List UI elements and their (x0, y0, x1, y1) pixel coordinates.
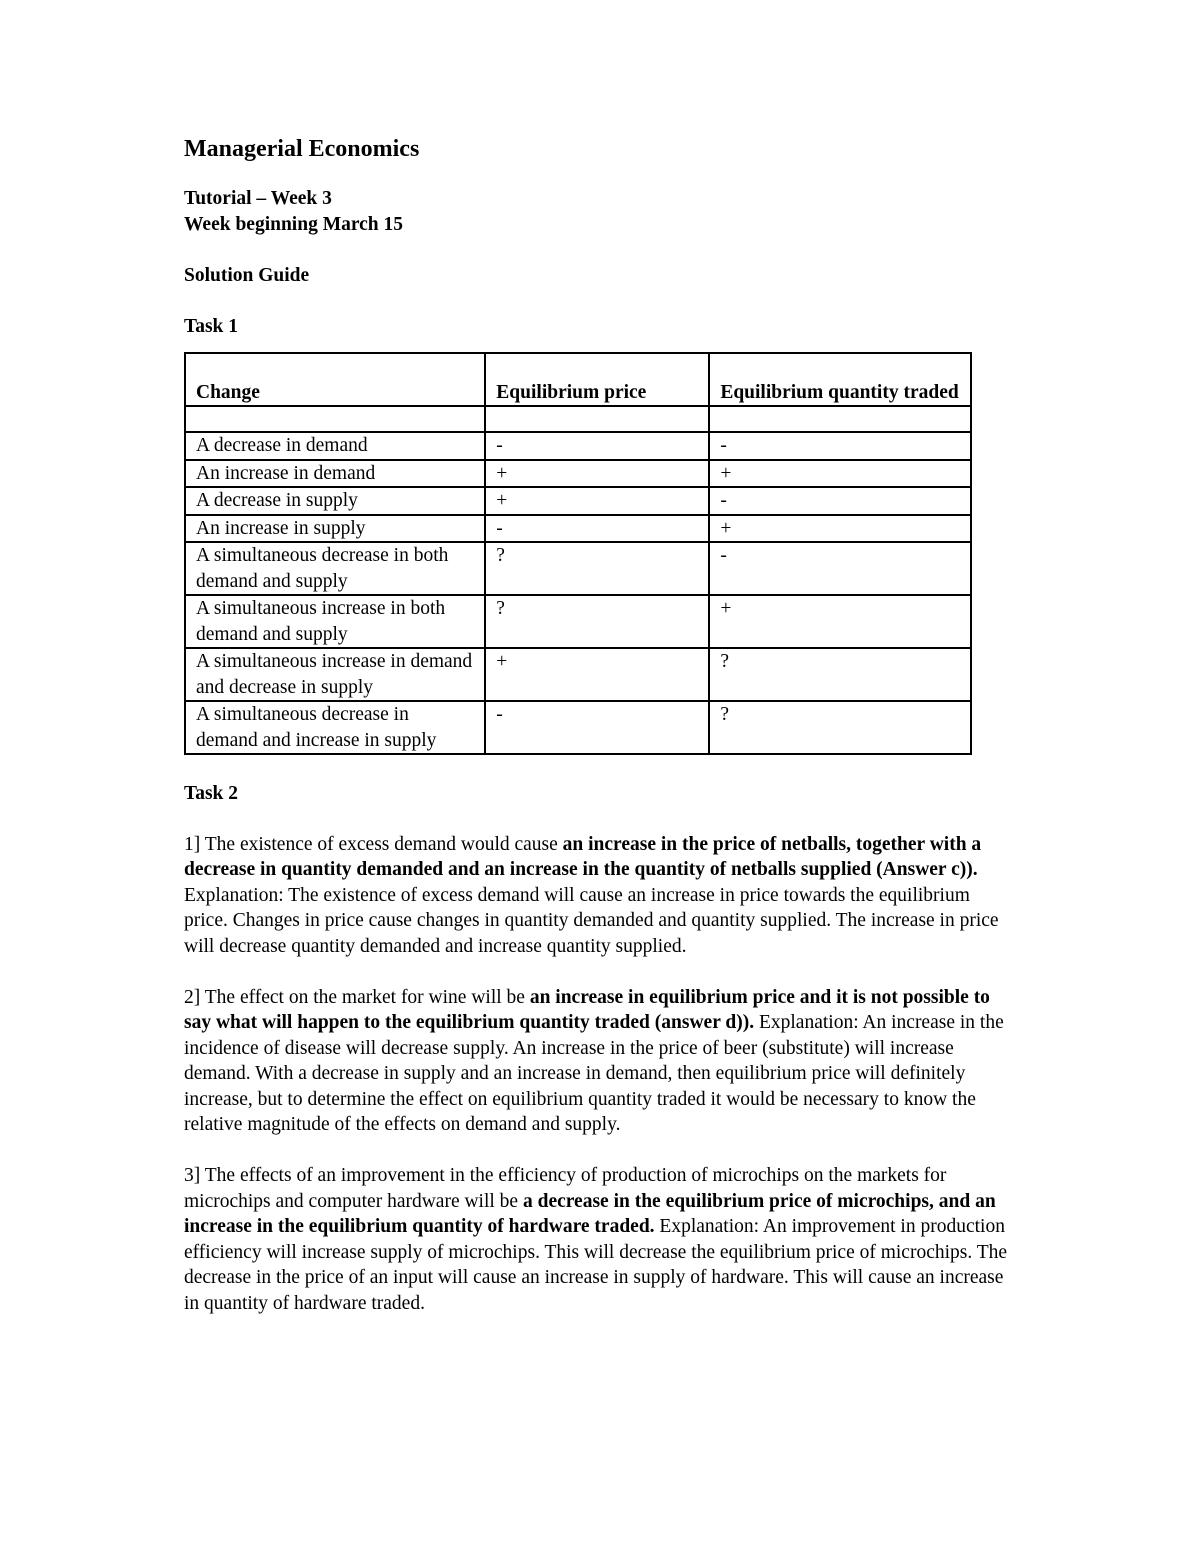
answer-3-bold: a decrease in the equilibrium price of microchips, and an increase in the equilibrium quantity of hardware traded. (184, 1190, 996, 1237)
answer-1-intro: 1] The existence of excess demand would cause (184, 833, 563, 855)
table-row (185, 432, 971, 460)
answer-3-paragraph (184, 1163, 1014, 1316)
cell-price: + (485, 460, 709, 488)
answer-1-bold: an increase in the price of netballs, together with a decrease in quantity demanded and an increase in the quantity of netballs supplied (Answer c)). (184, 833, 982, 880)
cell-quantity: - (709, 432, 971, 460)
table-row (185, 542, 971, 595)
cell-price: + (485, 487, 709, 515)
cell-quantity: ? (709, 648, 971, 701)
cell-quantity: ? (709, 701, 971, 754)
task2-heading: Task 2 (184, 782, 239, 804)
cell-change: An increase in supply (185, 515, 485, 543)
answer-2-bold: an increase in equilibrium price and it is not possible to say what will happen to the equilibrium quantity traded (answer d)). (184, 986, 990, 1033)
table-row (185, 648, 971, 701)
cell-price: ? (485, 595, 709, 648)
cell-change: A simultaneous increase in demand and decrease in supply (185, 648, 485, 701)
table-row (185, 595, 971, 648)
answer-2-explanation: Explanation: An increase in the incidence of disease will decrease supply. An increase in the price of beer (substitute) will increase demand. With a decrease in supply and an increase in demand, then equilibrium price will definitely increase, but to determine the effect on equilibrium quantity traded it would be necessary to know the relative magnitude of the effects on demand and supply. (184, 1012, 1004, 1135)
cell-quantity: - (709, 542, 971, 595)
task1-heading: Task 1 (184, 315, 239, 337)
cell-quantity: - (709, 487, 971, 515)
table-row (185, 701, 971, 754)
cell-price: - (485, 432, 709, 460)
cell-quantity: + (709, 595, 971, 648)
cell-price: + (485, 648, 709, 701)
answer-2-intro: 2] The effect on the market for wine will be (184, 986, 530, 1008)
task1-table (184, 352, 972, 755)
cell-price: - (485, 515, 709, 543)
table-row (185, 515, 971, 543)
cell-change: A simultaneous increase in both demand and supply (185, 595, 485, 648)
cell-change: An increase in demand (185, 460, 485, 488)
answer-3-intro: 3] The effects of an improvement in the efficiency of production of microchips on the markets for microchips and computer hardware will be (184, 1165, 947, 1212)
table-blank-row (185, 406, 971, 432)
header-equilibrium-quantity: Equilibrium quantity traded (709, 353, 971, 406)
answer-3-explanation: Explanation: An improvement in production efficiency will increase supply of microchips. This will decrease the equilibrium price of microchips. The decrease in the price of an input will cause an increase in supply of hardware. This will cause an increase in quantity of hardware traded. (184, 1216, 1008, 1314)
cell-change: A decrease in demand (185, 432, 485, 460)
answer-2-paragraph (184, 985, 1014, 1138)
table-row (185, 487, 971, 515)
cell-quantity: + (709, 515, 971, 543)
document-title: Managerial Economics (184, 136, 420, 162)
cell-price: ? (485, 542, 709, 595)
table-row (185, 460, 971, 488)
cell-change: A decrease in supply (185, 487, 485, 515)
week-beginning: Week beginning March 15 (184, 213, 404, 235)
answer-1-paragraph (184, 832, 1014, 960)
table-header-row (185, 353, 971, 406)
answer-1-explanation: Explanation: The existence of excess demand will cause an increase in price towards the equilibrium price. Changes in price cause changes in quantity demanded and quantity supplied. The increase in price will decrease quantity demanded and increase quantity supplied. (184, 884, 999, 957)
cell-price: - (485, 701, 709, 754)
header-equilibrium-price: Equilibrium price (485, 353, 709, 406)
cell-change: A simultaneous decrease in demand and increase in supply (185, 701, 485, 754)
header-change: Change (185, 353, 485, 406)
document-page (184, 134, 1014, 1316)
tutorial-week: Tutorial – Week 3 (184, 188, 332, 209)
solution-guide-label: Solution Guide (184, 264, 310, 286)
cell-change: A simultaneous decrease in both demand and supply (185, 542, 485, 595)
cell-quantity: + (709, 460, 971, 488)
